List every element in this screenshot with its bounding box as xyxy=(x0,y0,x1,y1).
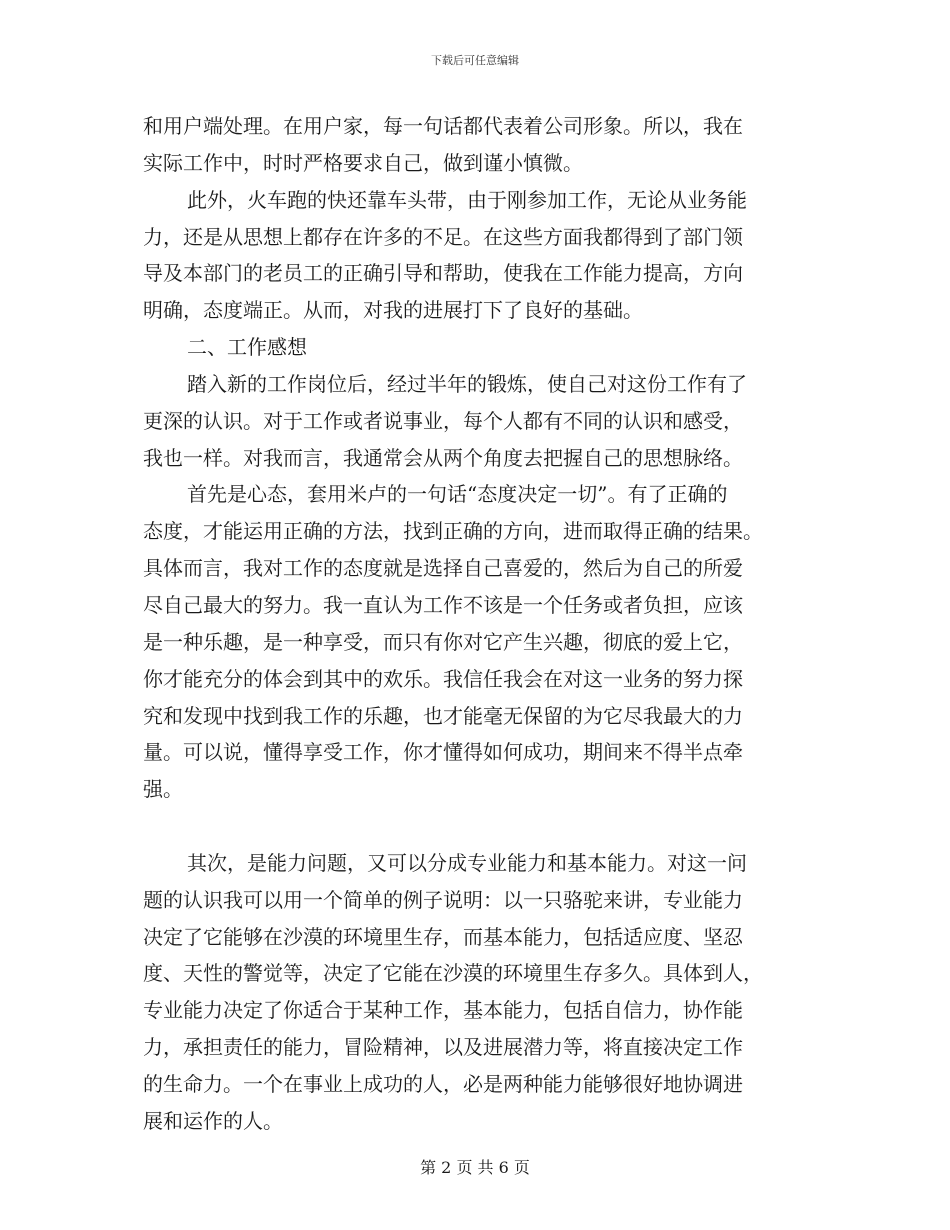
paragraph-start-line: 首先是心态，套用米卢的一句话“态度决定一切”。有了正确的 xyxy=(187,482,728,507)
text-line: 态度，才能运用正确的方法，找到正确的方向，进而取得正确的结果。 xyxy=(143,519,763,544)
paragraph-start-line: 此外，火车跑的快还靠车头带，由于刚参加工作，无论从业务能 xyxy=(187,187,747,212)
text-line: 题的认识我可以用一个简单的例子说明：以一只骆驼来讲，专业能力 xyxy=(143,887,743,912)
text-line: 力，承担责任的能力，冒险精神，以及进展潜力等，将直接决定工作 xyxy=(143,1035,743,1060)
text-line: 具体而言，我对工作的态度就是选择自己喜爱的，然后为自己的所爱 xyxy=(143,556,743,581)
page-header: 下载后可任意编辑 xyxy=(431,54,519,67)
text-line: 决定了它能够在沙漠的环境里生存，而基本能力，包括适应度、坚忍 xyxy=(143,924,743,949)
text-line: 更深的认识。对于工作或者说事业，每个人都有不同的认识和感受， xyxy=(143,408,743,433)
text-line: 实际工作中，时时严格要求自己，做到谨小慎微。 xyxy=(143,150,583,175)
document-body xyxy=(143,108,810,1140)
text-line: 是一种乐趣，是一种享受，而只有你对它产生兴趣，彻底的爱上它， xyxy=(143,629,743,654)
text-line: 导及本部门的老员工的正确引导和帮助，使我在工作能力提高，方向 xyxy=(143,261,743,286)
text-line: 度、天性的警觉等，决定了它能在沙漠的环境里生存多久。具体到人， xyxy=(143,961,763,986)
page-footer: 第 2 页 共 6 页 xyxy=(420,1158,530,1177)
paragraph-start-line: 踏入新的工作岗位后，经过半年的锻炼，使自己对这份工作有了 xyxy=(187,371,747,396)
section-heading: 二、工作感想 xyxy=(187,335,307,360)
text-line: 我也一样。对我而言，我通常会从两个角度去把握自己的思想脉络。 xyxy=(143,445,743,470)
text-line: 究和发现中找到我工作的乐趣，也才能毫无保留的为它尽我最大的力 xyxy=(143,703,743,728)
blank-line xyxy=(143,808,810,845)
text-line: 力，还是从思想上都存在许多的不足。在这些方面我都得到了部门领 xyxy=(143,224,743,249)
text-line: 尽自己最大的努力。我一直认为工作不该是一个任务或者负担，应该 xyxy=(143,592,743,617)
text-line: 强。 xyxy=(143,777,183,802)
text-line: 的生命力。一个在事业上成功的人，必是两种能力能够很好地协调进 xyxy=(143,1071,743,1096)
text-line: 量。可以说，懂得享受工作，你才懂得如何成功，期间来不得半点牵 xyxy=(143,740,743,765)
text-line: 展和运作的人。 xyxy=(143,1108,283,1133)
paragraph-start-line: 其次，是能力问题，又可以分成专业能力和基本能力。对这一问 xyxy=(187,850,747,875)
text-line: 明确，态度端正。从而，对我的进展打下了良好的基础。 xyxy=(143,298,643,323)
text-line: 和用户端处理。在用户家，每一句话都代表着公司形象。所以，我在 xyxy=(143,114,743,138)
text-line: 你才能充分的体会到其中的欢乐。我信任我会在对这一业务的努力探 xyxy=(143,666,743,691)
text-line: 专业能力决定了你适合于某种工作，基本能力，包括自信力，协作能 xyxy=(143,998,743,1023)
